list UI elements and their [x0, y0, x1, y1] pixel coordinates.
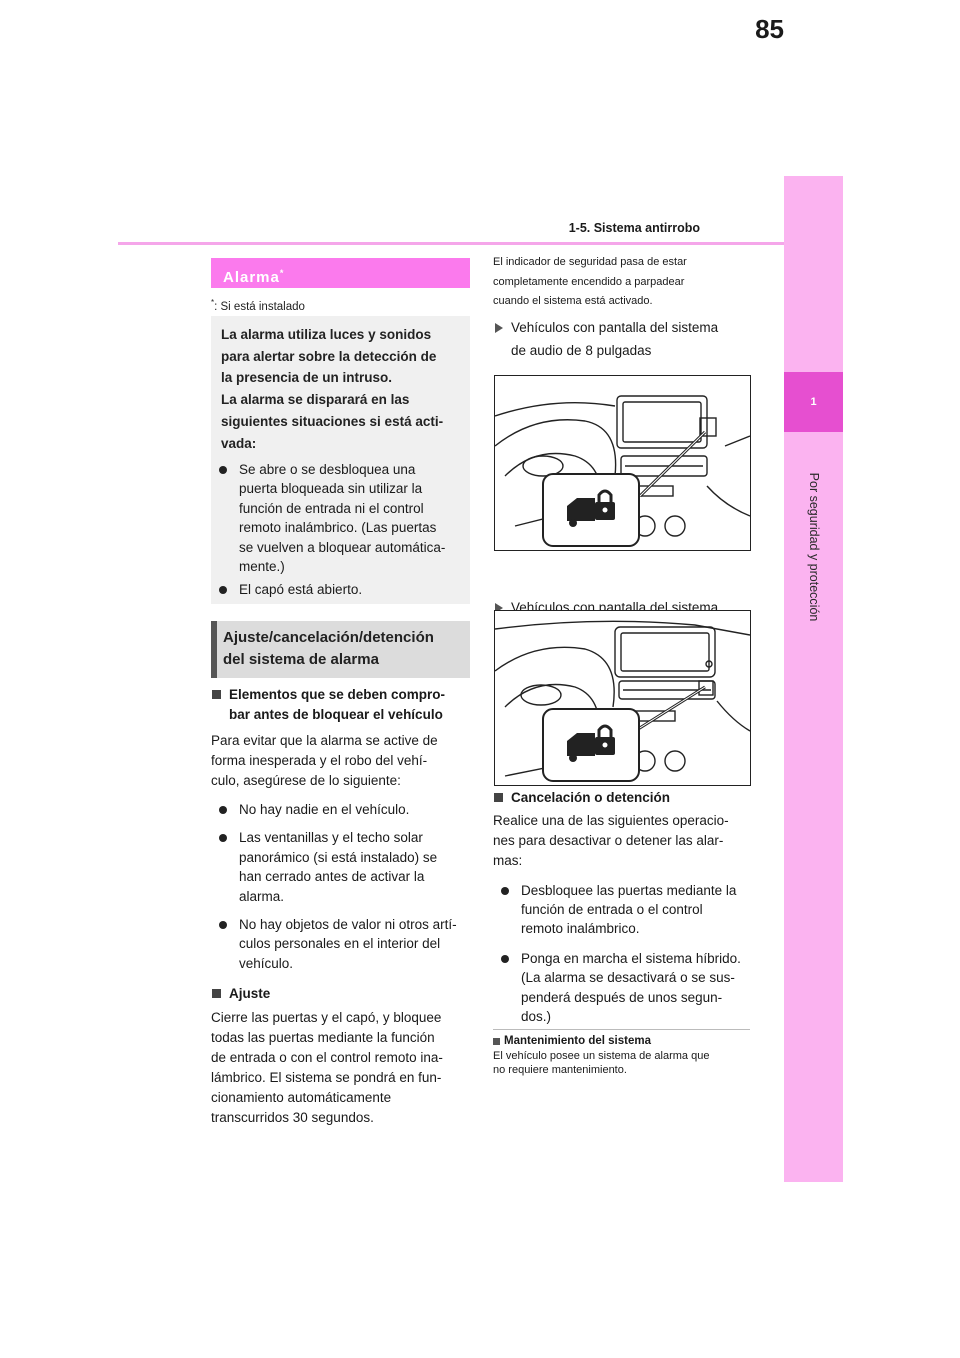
bullet-line: remoto inalámbrico. (Las puertas: [239, 520, 437, 536]
chapter-number-tab: [784, 372, 843, 432]
alarm-title: Alarma: [223, 269, 280, 286]
page-number: 85: [755, 14, 784, 44]
bullet-line: El capó está abierto.: [239, 582, 363, 597]
header-rule: [118, 242, 784, 245]
side-tab: [784, 176, 843, 1182]
bullet-line: Se abre o se desbloquea una: [239, 462, 416, 477]
maintenance-block: [493, 1035, 755, 1077]
intro-line: la presencia de un intruso.: [221, 370, 393, 386]
adjust-heading: Ajuste: [211, 984, 473, 1004]
text-line: transcurridos 30 segundos.: [211, 1109, 374, 1125]
bullet-line: Ponga en marcha el sistema híbrido.: [521, 950, 741, 966]
bullet-line: Las ventanillas y el techo solar: [239, 830, 423, 846]
bullet-line: (La alarma se desactivará o se sus-: [521, 970, 735, 986]
text-line: mas:: [493, 852, 523, 868]
text-line: Para evitar que la alarma se active de: [211, 733, 438, 748]
chapter-number: 1: [810, 396, 817, 408]
maintenance-heading: Mantenimiento del sistema: [493, 1035, 755, 1047]
bullet-line: se vuelven a bloquear automática-: [239, 539, 446, 555]
label-line: de audio de 8 pulgadas: [511, 342, 652, 358]
heading-line: Elementos que se deben compro-: [229, 687, 446, 702]
footnote-text: : Si está instalado: [214, 300, 305, 313]
dashboard-illustration-8in: [494, 375, 751, 551]
alarm-intro: [221, 324, 465, 454]
text-line: no requiere mantenimiento.: [493, 1063, 627, 1076]
variant-8in-label: [493, 317, 771, 362]
intro-line: siguientes situaciones si está acti-: [221, 413, 444, 429]
bullet-line: función de entrada ni el control: [239, 500, 424, 516]
bullet-line: No hay nadie en el vehículo.: [239, 802, 410, 817]
bullet-line: dos.): [521, 1008, 552, 1024]
bullet-line: Desbloquee las puertas mediante la: [521, 882, 737, 898]
label-line: Vehículos con pantalla del sistema: [511, 320, 719, 335]
cancel-block: [493, 788, 755, 1026]
alarm-bullet: [211, 460, 491, 576]
setup-title-line: Ajuste/cancelación/detención: [223, 629, 434, 646]
items-check-heading: [211, 685, 473, 724]
bullet-line: alarma.: [239, 888, 285, 904]
bullet-line: vehículo.: [239, 955, 294, 971]
alarm-asterisk: *: [279, 268, 285, 278]
items-check-block: [211, 685, 473, 1128]
cancel-bullet: [493, 949, 755, 1027]
check-bullet: [211, 915, 473, 973]
bullet-line: culos personales en el interior del: [239, 936, 441, 952]
alarm-bullet: [211, 580, 491, 599]
cancel-text: [493, 811, 755, 871]
text-line: cuando el sistema está activado.: [493, 295, 653, 308]
indicator-text: [493, 253, 753, 312]
alarm-info-box: [211, 316, 470, 604]
text-line: nes para desactivar o detener las alar-: [493, 832, 724, 848]
text-line: todas las puertas mediante la función: [211, 1029, 435, 1045]
bullet-line: No hay objetos de valor ni otros artí-: [239, 917, 457, 933]
text-line: forma inesperada y el robo del vehí-: [211, 753, 428, 768]
label-line: de audio de 12,3 pulgadas: [511, 622, 671, 638]
adjust-text: [211, 1008, 473, 1128]
divider: [493, 1029, 750, 1030]
footnote-mark: *: [211, 298, 215, 307]
text-line: completamente encendido a parpadear: [493, 275, 685, 288]
items-check-text: [211, 731, 473, 791]
text-line: Realice una de las siguientes operacio-: [493, 812, 729, 828]
cancel-bullet: [493, 881, 755, 939]
bullet-line: han cerrado antes de activar la: [239, 869, 425, 885]
intro-line: La alarma se disparará en las: [221, 392, 410, 408]
check-bullet: [211, 800, 473, 819]
bullet-line: panorámico (si está instalado) se: [239, 849, 438, 865]
text-line: El vehículo posee un sistema de alarma que: [493, 1050, 710, 1062]
text-line: de entrada o con el control remoto ina-: [211, 1049, 443, 1065]
setup-section-header: [211, 621, 470, 678]
text-line: culo, asegúrese de lo siguiente:: [211, 773, 401, 788]
bullet-line: puerta bloqueada sin utilizar la: [239, 481, 423, 497]
text-line: lámbrico. El sistema se pondrá en fun-: [211, 1069, 442, 1085]
intro-line: vada:: [221, 435, 257, 451]
text-line: cionamiento automáticamente: [211, 1089, 392, 1105]
chapter-title-tab: [784, 432, 843, 662]
setup-title-line: del sistema de alarma: [223, 651, 379, 668]
dashboard-illustration-12in: [494, 610, 751, 786]
chapter-title: Por seguridad y protección: [806, 472, 821, 622]
section-title: 1-5. Sistema antirrobo: [568, 221, 700, 235]
bullet-line: remoto inalámbrico.: [521, 921, 640, 937]
check-bullet: [211, 828, 473, 906]
footnote: [211, 298, 305, 313]
heading-line: bar antes de bloquear el vehículo: [229, 706, 443, 722]
bullet-line: penderá después de unos segun-: [521, 989, 723, 1005]
text-line: Cierre las puertas y el capó, y bloquee: [211, 1009, 442, 1025]
label-line: Vehículos con pantalla del sistema: [511, 600, 719, 615]
bullet-line: mente.): [239, 559, 285, 575]
alarm-section-header: [211, 258, 470, 288]
intro-line: para alertar sobre la detección de: [221, 348, 437, 364]
intro-line: La alarma utiliza luces y sonidos: [221, 327, 432, 342]
text-line: El indicador de seguridad pasa de estar: [493, 256, 687, 268]
maintenance-text: [493, 1050, 755, 1077]
cancel-heading: Cancelación o detención: [493, 788, 755, 808]
bullet-line: función de entrada o el control: [521, 901, 703, 917]
